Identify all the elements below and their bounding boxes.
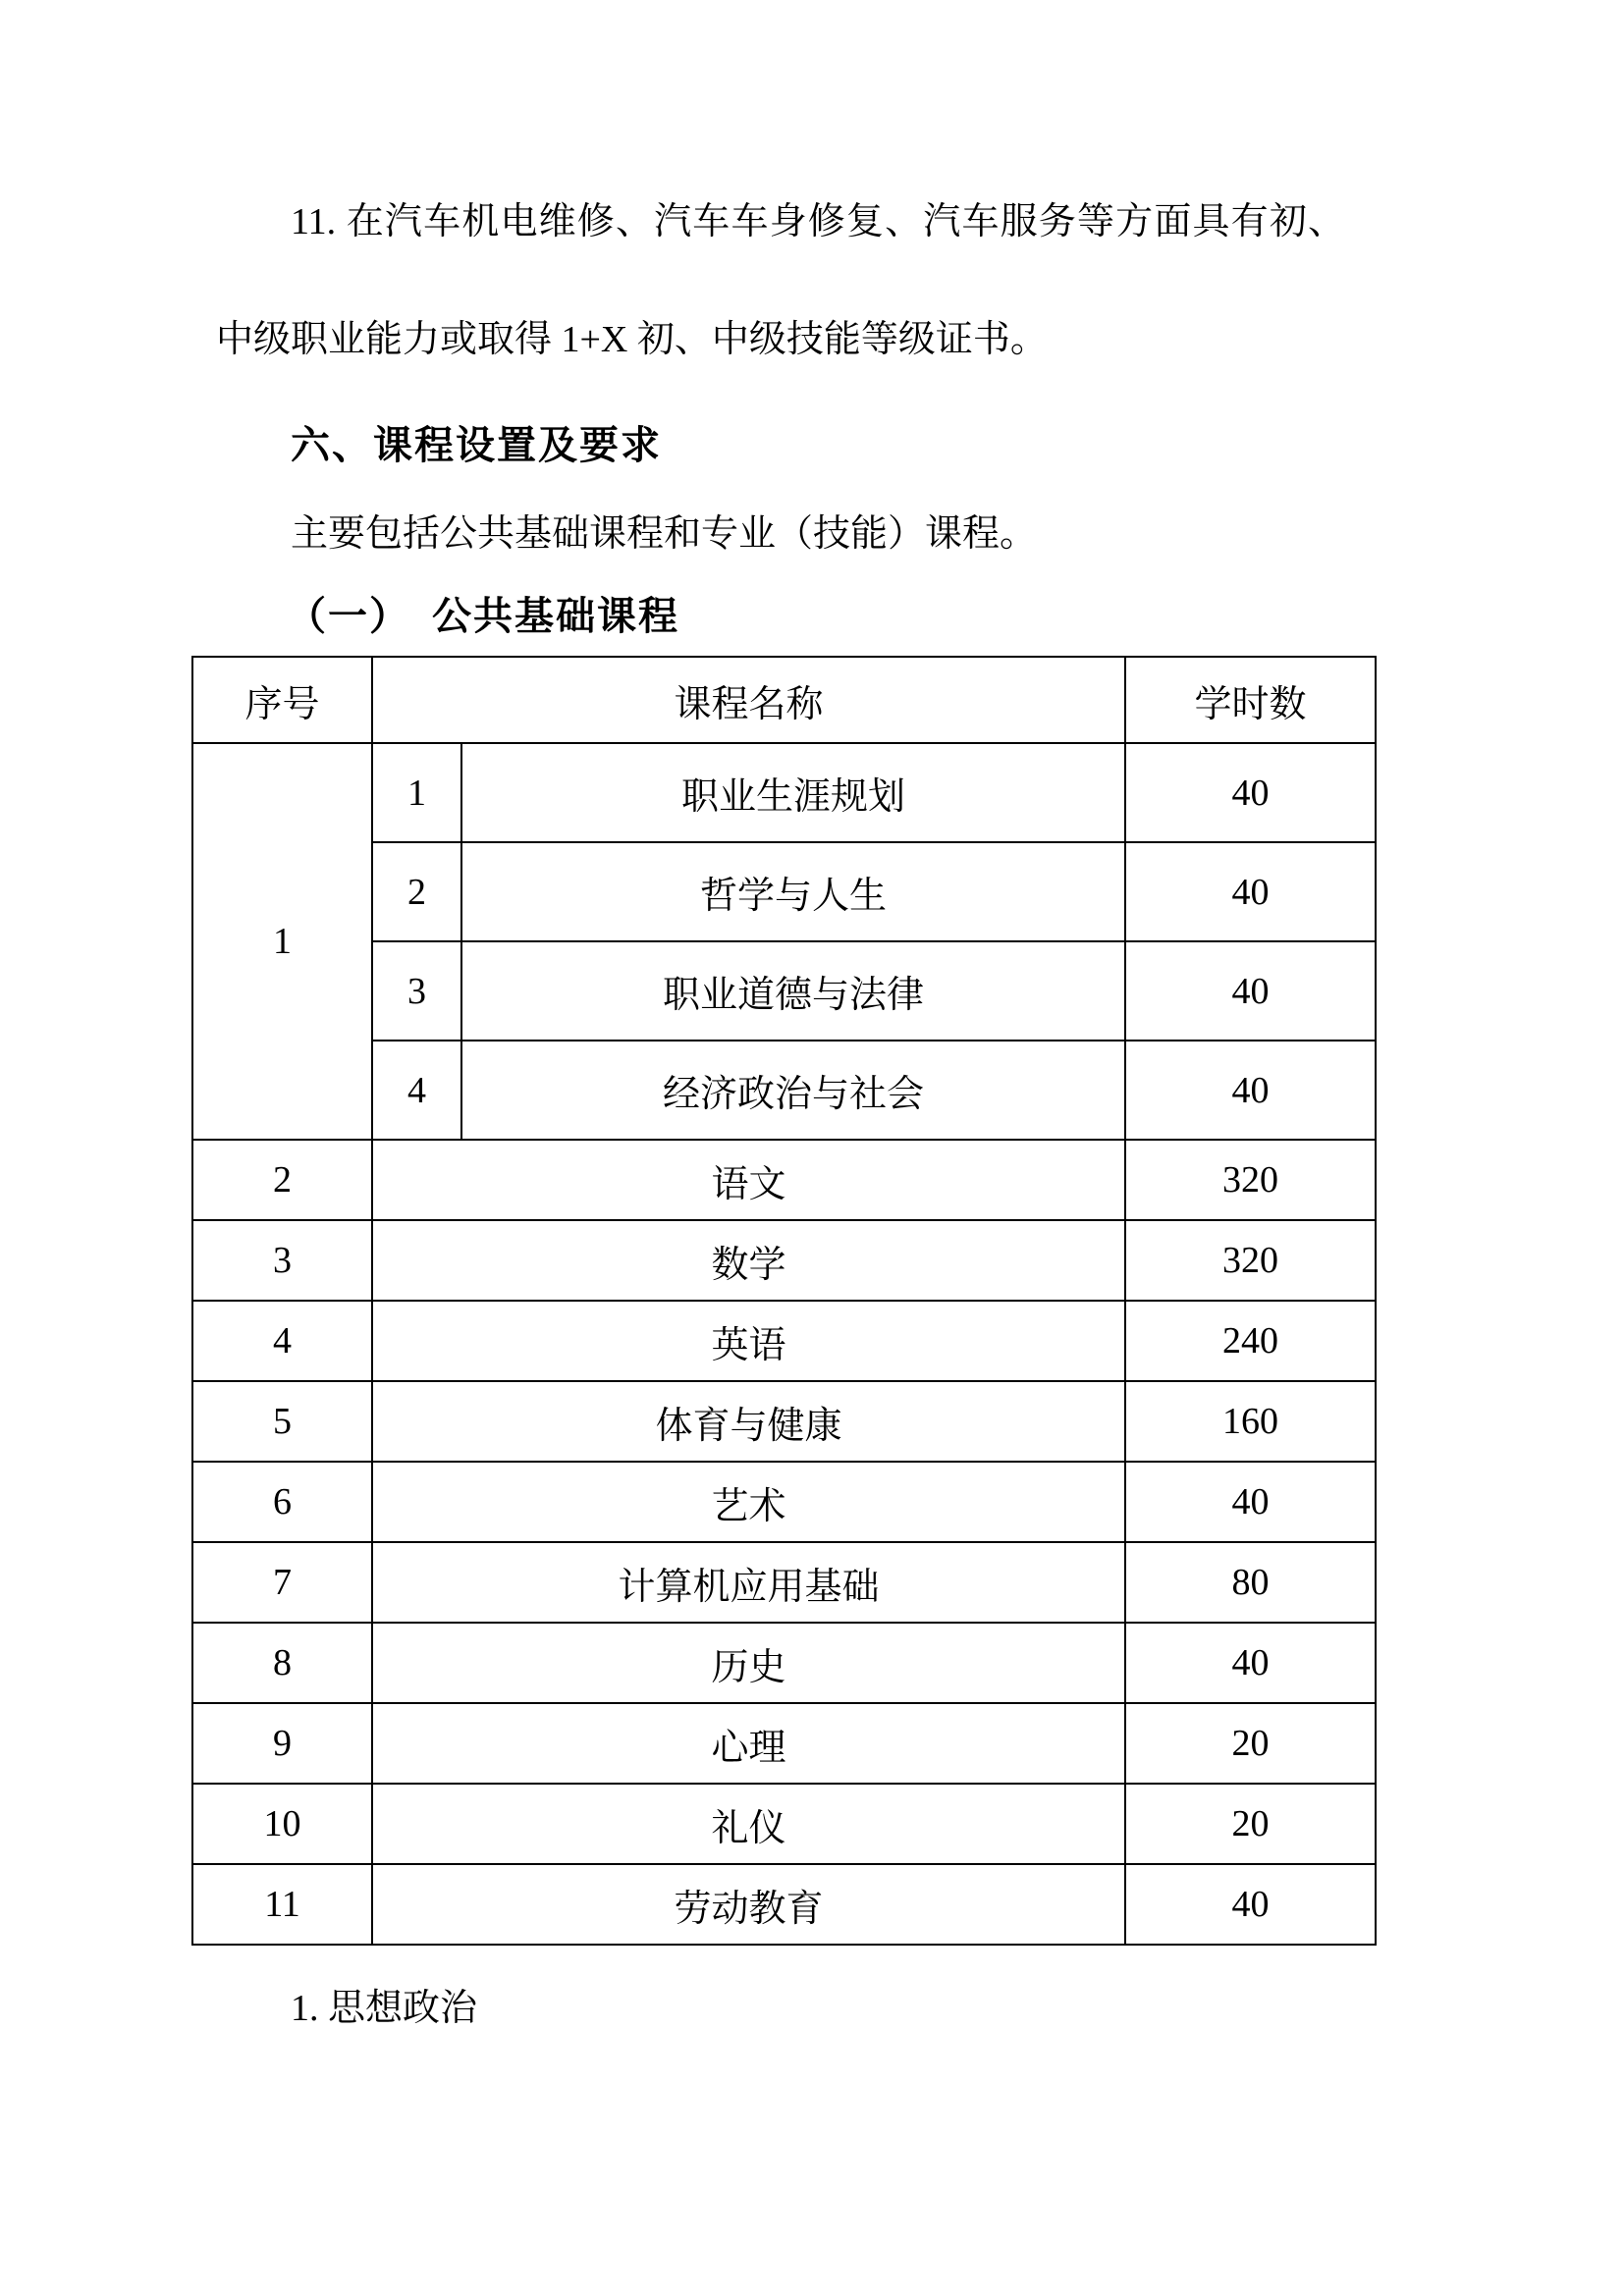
subsection-heading: （一） 公共基础课程	[287, 595, 679, 638]
hours-cell: 40	[1125, 1864, 1376, 1945]
course-name-cell: 艺术	[372, 1462, 1125, 1542]
section-heading: 六、课程设置及要求	[291, 424, 662, 467]
hours-cell: 40	[1125, 743, 1376, 842]
course-name-cell: 哲学与人生	[461, 842, 1125, 941]
course-name-cell: 职业生涯规划	[461, 743, 1125, 842]
header-hours: 学时数	[1125, 657, 1376, 743]
course-name-cell: 劳动教育	[372, 1864, 1125, 1945]
hours-cell: 40	[1125, 1623, 1376, 1703]
course-name-cell: 体育与健康	[372, 1381, 1125, 1462]
course-name-cell: 历史	[372, 1623, 1125, 1703]
table-header-row	[192, 657, 1376, 743]
course-name-cell: 计算机应用基础	[372, 1542, 1125, 1623]
index-cell: 8	[192, 1623, 372, 1703]
index-cell: 2	[192, 1140, 372, 1220]
header-index: 序号	[192, 657, 372, 743]
sub-index-cell: 1	[372, 743, 461, 842]
course-name-cell: 心理	[372, 1703, 1125, 1784]
table-row	[192, 1301, 1376, 1381]
sub-index-cell: 4	[372, 1041, 461, 1140]
index-cell: 1	[192, 743, 372, 1140]
table-row	[192, 1542, 1376, 1623]
hours-cell: 40	[1125, 941, 1376, 1041]
public-basic-courses-table	[191, 656, 1377, 1946]
hours-cell: 40	[1125, 1462, 1376, 1542]
index-cell: 7	[192, 1542, 372, 1623]
hours-cell: 240	[1125, 1301, 1376, 1381]
course-name-cell: 语文	[372, 1140, 1125, 1220]
table-row	[192, 1864, 1376, 1945]
hours-cell: 40	[1125, 1041, 1376, 1140]
table-row	[192, 743, 1376, 842]
course-name-cell: 职业道德与法律	[461, 941, 1125, 1041]
list-item-ideological-politics: 1. 思想政治	[291, 1988, 478, 2029]
sub-index-cell: 3	[372, 941, 461, 1041]
index-cell: 10	[192, 1784, 372, 1864]
hours-cell: 20	[1125, 1784, 1376, 1864]
course-name-cell: 数学	[372, 1220, 1125, 1301]
index-cell: 5	[192, 1381, 372, 1462]
hours-cell: 80	[1125, 1542, 1376, 1623]
hours-cell: 160	[1125, 1381, 1376, 1462]
hours-cell: 40	[1125, 842, 1376, 941]
intro-paragraph: 主要包括公共基础课程和专业（技能）课程。	[291, 513, 1038, 555]
table-row	[192, 1220, 1376, 1301]
table-row	[192, 1623, 1376, 1703]
table-row	[192, 1462, 1376, 1542]
index-cell: 6	[192, 1462, 372, 1542]
index-cell: 9	[192, 1703, 372, 1784]
table-row	[192, 1784, 1376, 1864]
table-row	[192, 1140, 1376, 1220]
hours-cell: 320	[1125, 1140, 1376, 1220]
index-cell: 3	[192, 1220, 372, 1301]
sub-index-cell: 2	[372, 842, 461, 941]
table-row	[192, 1703, 1376, 1784]
header-course-name: 课程名称	[372, 657, 1125, 743]
paragraph-item-11: 11. 在汽车机电维修、汽车车身修复、汽车服务等方面具有初、中级职业能力或取得 1+X 初、中级技能等级证书。	[216, 201, 1345, 360]
course-name-cell: 礼仪	[372, 1784, 1125, 1864]
index-cell: 4	[192, 1301, 372, 1381]
index-cell: 11	[192, 1864, 372, 1945]
table-row	[192, 1381, 1376, 1462]
course-name-cell: 英语	[372, 1301, 1125, 1381]
hours-cell: 320	[1125, 1220, 1376, 1301]
course-name-cell: 经济政治与社会	[461, 1041, 1125, 1140]
hours-cell: 20	[1125, 1703, 1376, 1784]
